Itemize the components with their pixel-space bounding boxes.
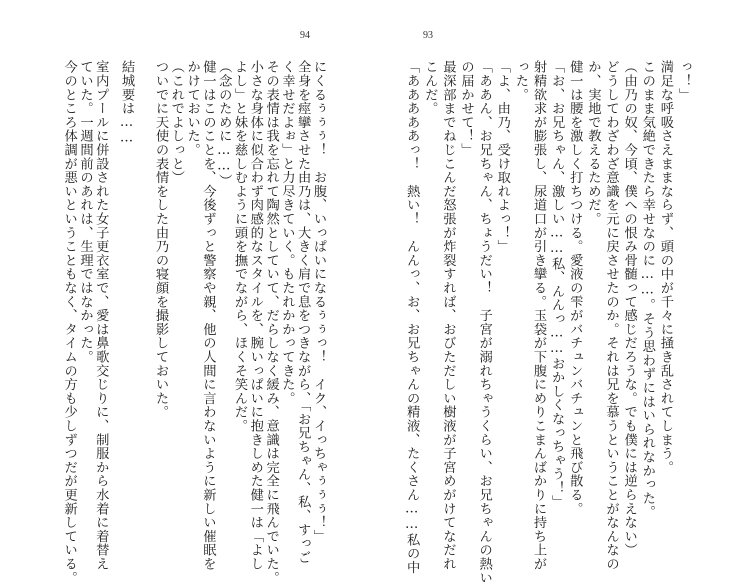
page-number-right: 93 xyxy=(423,30,433,41)
text-line: 今のところ体調が悪いということもなく、タイムの方も少しずつだが更新している。 xyxy=(61,60,77,584)
text-line: このまま気絶できたら幸せなのに……。そう思わずにはいられなかった。 xyxy=(639,60,655,519)
text-line: その表情は我を忘れて陶然としていて、だらしなく緩み、意識は完全に飛んでいた。 xyxy=(263,60,279,584)
text-line: 「ああん、お兄ちゃん、ちょうだい！ 子宮が溺れちゃうくらい、お兄ちゃんの熱い xyxy=(476,60,492,584)
section-heading: 結城要は…… xyxy=(119,60,135,147)
text-line: にくるぅぅぅ！ お腹、いっぱいになるぅぅっ！ イク、イっちゃぅぅぅ！」 xyxy=(311,60,326,543)
left-page-body xyxy=(60,60,326,584)
text-line: 健一はこのことを、今後ずっと警察や親、他の人間に言わないように新しい催眠を xyxy=(200,60,216,571)
text-line: よし」と妹を慈しむように頭を撫でながら、ほくそ笑んだ。 xyxy=(232,60,248,433)
text-line: ついでに天使の表情をした由乃の寝顔を撮影しておいた。 xyxy=(153,60,169,419)
text-line: こんだ。 xyxy=(422,60,438,116)
text-line: った。 xyxy=(512,60,528,102)
paragraph-gap xyxy=(139,60,151,480)
text-line: 全身を痙攣させた由乃は、大きく肩で息をつきながら、「お兄ちゃん、私、すっご xyxy=(295,60,311,564)
text-line: 健一は腰を激しく打ちつける。愛液の雫がバチュンバチュンと飛び散る。 xyxy=(567,60,583,516)
text-line: 「あああああっ！ 熱い！ んんっ、お、お兄ちゃんの精液、たくさん……私の中 xyxy=(404,60,420,574)
text-line: （念のために……） xyxy=(216,60,232,188)
right-page-body xyxy=(400,60,691,584)
text-line: 小さな身体に似合わず肉感的なスタイルを、腕いっぱいに抱きしめた健一は「よし xyxy=(247,60,263,571)
text-line: く幸せだよぉ」と力尽きていく。もたれかかってきた。 xyxy=(279,60,295,405)
text-line: かけておいた。 xyxy=(184,60,200,157)
text-line: どうしてわざわざ意識を元に戻させたのか。それは兄を慕うということがなんなの xyxy=(603,60,619,571)
text-line: （由乃の奴、今頃、僕への恨み骨髄って感じだろうな。でも僕には逆らえない） xyxy=(621,60,637,557)
text-line: 「お、お兄ちゃん、激しい……私、んんっ……おかしくなっちゃう！」 xyxy=(549,60,565,509)
text-line: ていた。一週間前のあれは、生理ではなかった。 xyxy=(77,60,93,364)
text-line: っ！」 xyxy=(676,60,691,102)
page-number-left: 94 xyxy=(300,30,310,41)
text-line: の届かせて！」 xyxy=(458,60,474,157)
text-line: 「よ、由乃、受け取れよっ！」 xyxy=(494,60,510,254)
text-line: （これでよしっと） xyxy=(168,60,184,185)
text-line: 室内プールに併設された女子更衣室で、愛は鼻歌交じりに、制服から水着に着替え xyxy=(93,60,109,571)
text-line: 射精欲求が膨張し、尿道口が引き攣る。玉袋が下腹にめりこまんばかりに持ち上が xyxy=(531,60,546,571)
text-line: か、実地で教えるためだ。 xyxy=(585,60,601,226)
text-line: 満足な呼吸さえままならず、頭の中が千々に掻き乱されてしまう。 xyxy=(657,60,673,474)
text-line: 最深部までねじこんだ怒張が炸裂すれば、おびただしい樹液が子宮めがけてなだれ xyxy=(440,60,456,571)
